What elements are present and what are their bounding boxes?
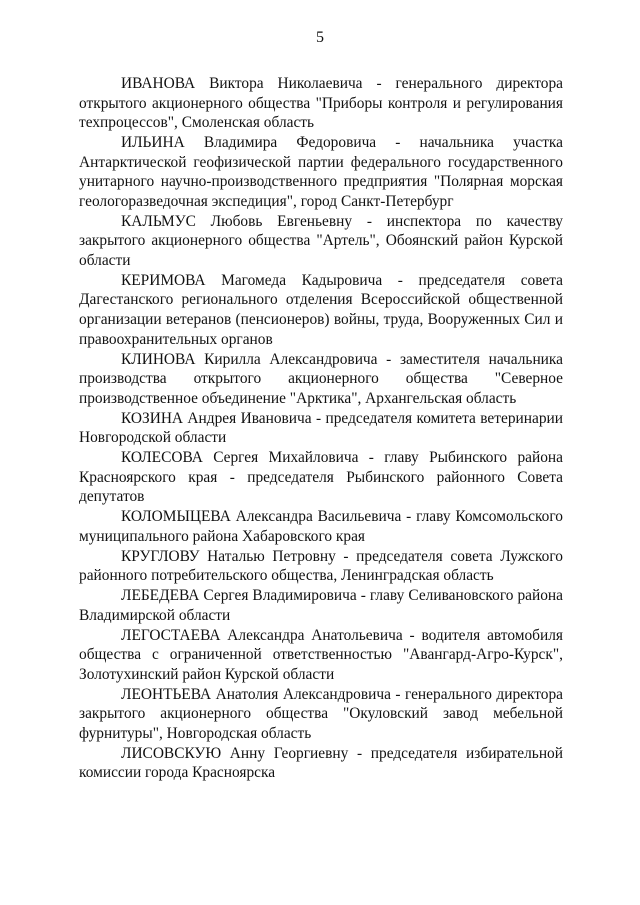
list-item: ИВАНОВА Виктора Николаевича - генерального директора открытого акционерного общества "Приборы контроля и регулирования техпроцессов", Смоленская область <box>79 75 563 132</box>
list-item: ЛИСОВСКУЮ Анну Георгиевну - председателя избирательной комиссии города Красноярска <box>79 744 563 782</box>
list-item: КОЗИНА Андрея Ивановича - председателя комитета ветеринарии Новгородской области <box>79 409 563 447</box>
list-item: КОЛЕСОВА Сергея Михайловича - главу Рыбинского района Красноярского края - председателя Рыбинского районного Совета депутатов <box>79 449 563 506</box>
list-item: КАЛЬМУС Любовь Евгеньевну - инспектора по качеству закрытого акционерного общества "Артель", Обоянский район Курской области <box>79 212 563 269</box>
award-list <box>79 74 563 783</box>
list-item: ИЛЬИНА Владимира Федоровича - начальника участка Антарктической геофизической партии федерального государственного унитарного научно-производственного предприятия "Полярная морская геологоразведочная экспедиция", город Санкт-Петербург <box>79 134 563 210</box>
list-item: ЛЕБЕДЕВА Сергея Владимировича - главу Селивановского района Владимирской области <box>79 587 563 624</box>
list-item: ЛЕОНТЬЕВА Анатолия Александровича - генерального директора закрытого акционерного общества "Окуловский завод мебельной фурнитуры", Новгородская область <box>79 685 563 742</box>
list-item: ЛЕГОСТАЕВА Александра Анатольевича - водителя автомобиля общества с ограниченной ответственностью "Авангард-Агро-Курск", Золотухинский район Курской области <box>79 626 563 683</box>
list-item: КЛИНОВА Кирилла Александровича - заместителя начальника производства открытого акционерного общества "Северное производственное объединение "Арктика", Архангельская область <box>79 350 563 407</box>
list-item: КРУГЛОВУ Наталью Петровну - председателя совета Лужского районного потребительского общества, Ленинградская область <box>79 547 563 585</box>
page-number: 5 <box>316 29 324 46</box>
list-item: КЕРИМОВА Магомеда Кадыровича - председателя совета Дагестанского регионального отделения Всероссийской общественной организации ветеранов (пенсионеров) войны, труда, Вооруженных Сил и правоохранительных органов <box>79 271 563 348</box>
list-item: КОЛОМЫЦЕВА Александра Васильевича - главу Комсомольского муниципального района Хабаровского края <box>79 508 563 545</box>
